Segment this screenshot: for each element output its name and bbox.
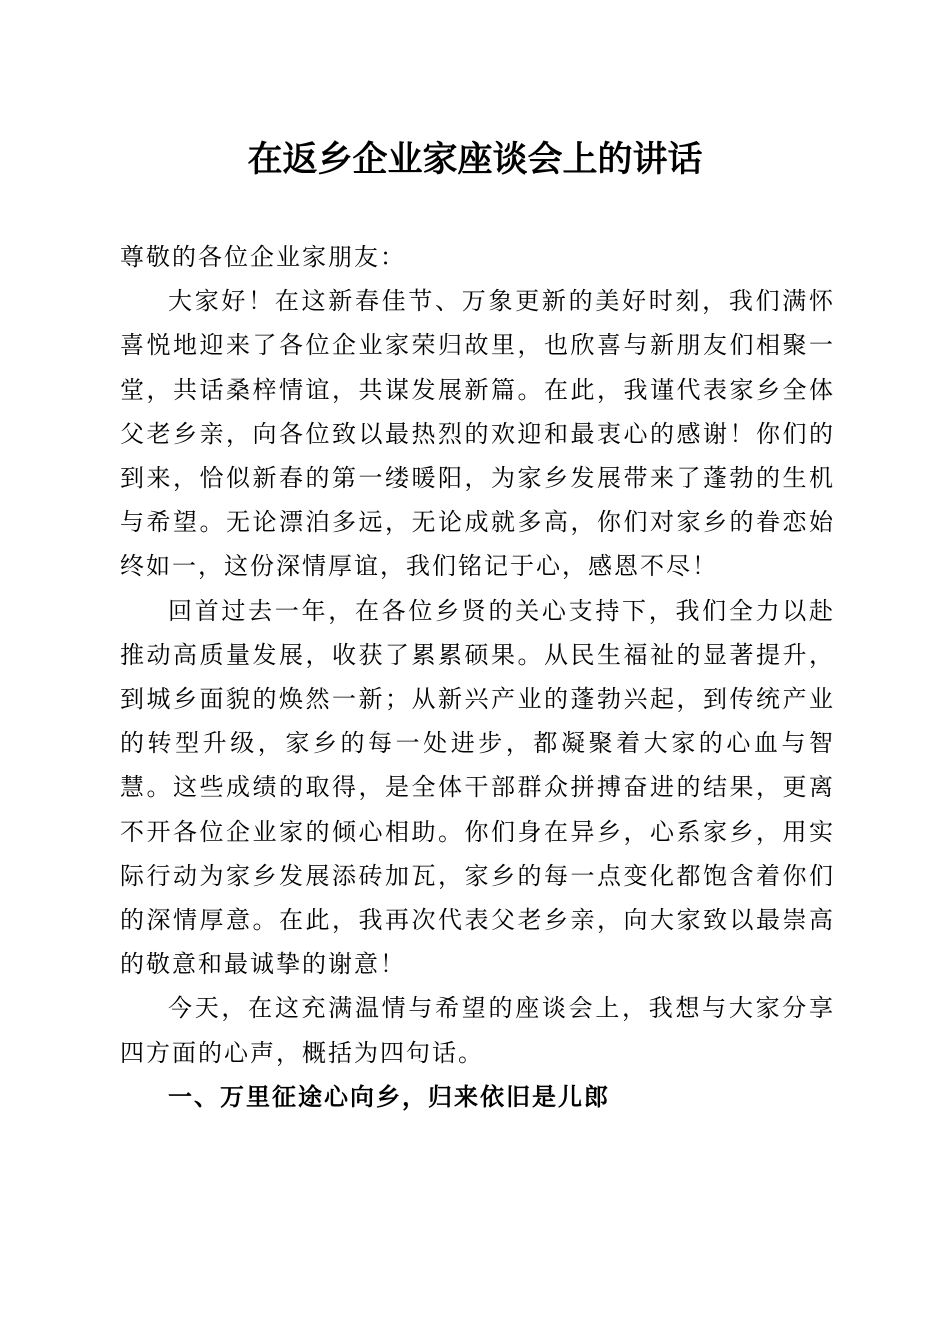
- paragraph-welcome: 大家好！在这新春佳节、万象更新的美好时刻，我们满怀喜悦地迎来了各位企业家荣归故里，也欣喜与新朋友们相聚一堂，共话桑梓情谊，共谋发展新篇。在此，我谨代表家乡全体父老乡亲，向各位致以最热烈的欢迎和最衷心的感谢！你们的到来，恰似新春的第一缕暖阳，为家乡发展带来了蓬勃的生机与希望。无论漂泊多远，无论成就多高，你们对家乡的眷恋始终如一，这份深情厚谊，我们铭记于心，感恩不尽！: [120, 287, 835, 581]
- paragraph-intro: 今天，在这充满温情与希望的座谈会上，我想与大家分享四方面的心声，概括为四句话。: [120, 994, 835, 1067]
- section-heading-1: 一、万里征途心向乡，归来依旧是儿郎: [168, 1082, 610, 1111]
- greeting-line: 尊敬的各位企业家朋友：: [120, 243, 406, 271]
- document-body: [120, 235, 835, 1119]
- document-title: 在返乡企业家座谈会上的讲话: [247, 139, 703, 180]
- paragraph-review: 回首过去一年，在各位乡贤的关心支持下，我们全力以赴推动高质量发展，收获了累累硕果。从民生福祉的显著提升，到城乡面貌的焕然一新；从新兴产业的蓬勃兴起，到传统产业的转型升级，家乡的每一处进步，都凝聚着大家的心血与智慧。这些成绩的取得，是全体干部群众拼搏奋进的结果，更离不开各位企业家的倾心相助。你们身在异乡，心系家乡，用实际行动为家乡发展添砖加瓦，家乡的每一点变化都饱含着你们的深情厚意。在此，我再次代表父老乡亲，向大家致以最崇高的敬意和最诚挚的谢意！: [120, 596, 835, 979]
